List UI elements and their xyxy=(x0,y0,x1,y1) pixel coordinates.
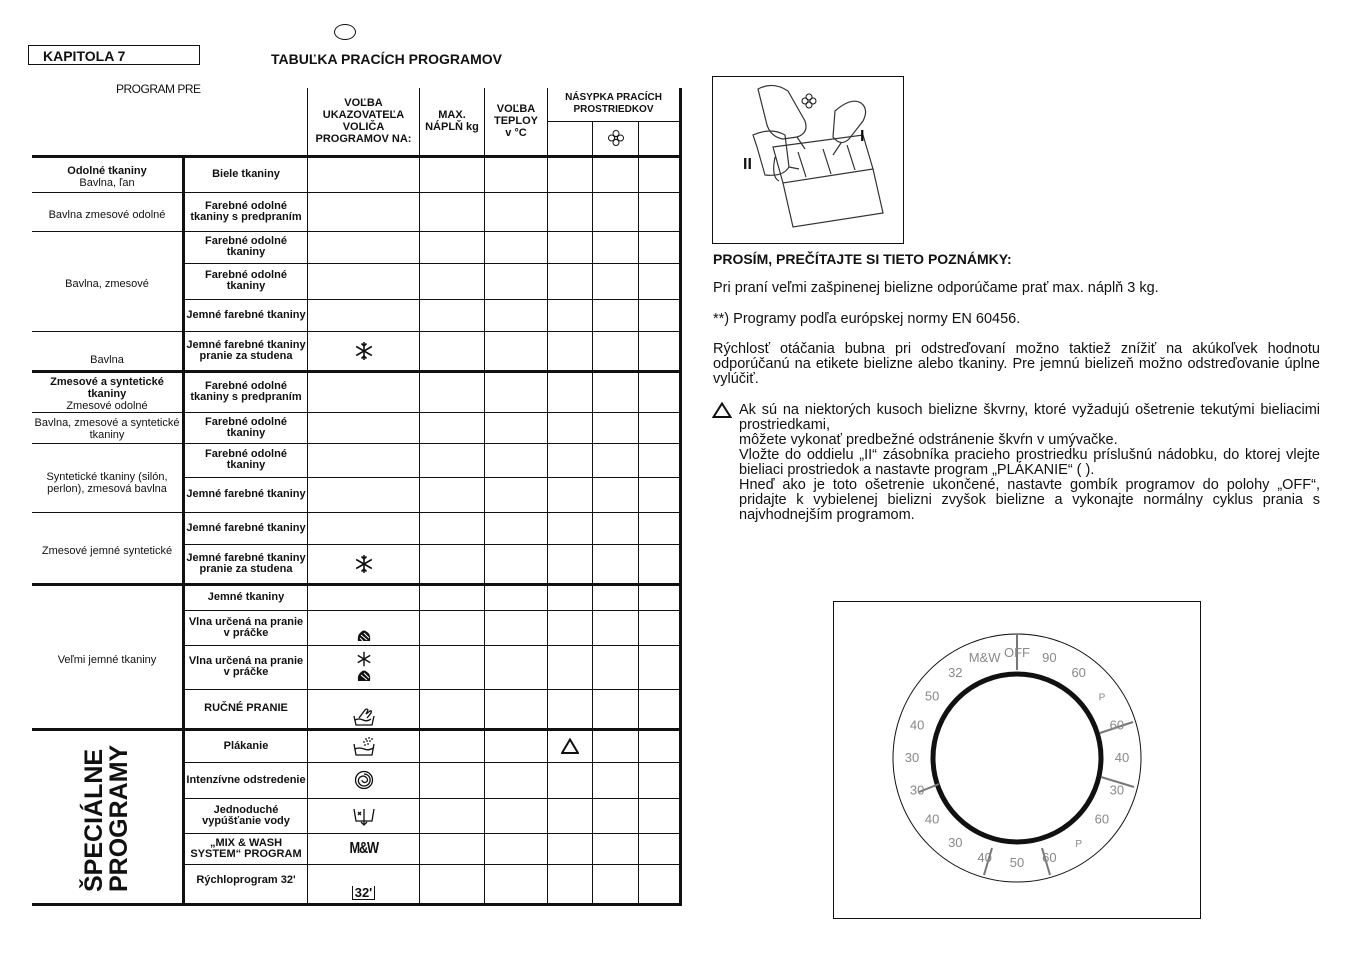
group-synthetic: Syntetické tkaniny (silón, perlon), zmesová bavlna xyxy=(32,443,184,512)
dial-label: 50 xyxy=(1009,855,1025,870)
dial-label: 60 xyxy=(1109,717,1125,733)
program-delicate-colored-3: Jemné farebné tkaniny xyxy=(184,512,308,544)
group-cotton-mixed-resistant: Bavlna zmesové odolné xyxy=(32,192,184,231)
dial-label: 60 xyxy=(1042,849,1057,865)
note-spin-speed: Rýchlosť otáčania bubna pri odstreďovaní možno taktiež znížiť na akúkoľvek hodnotu odporúčanú na etikete bielizne alebo tkaniny. Pre jemnú bielizeň možno odstreďovanie úplne vylúčiť. xyxy=(713,341,1320,387)
compartment-label-i: I xyxy=(860,128,865,145)
cold-snowflake-icon xyxy=(356,651,372,667)
dial-label: 40 xyxy=(977,849,992,865)
program-delicate-cold-2: Jemné farebné tkaniny pranie za studena xyxy=(184,544,308,584)
program-colored-resistant-3: Farebné odolné tkaniny xyxy=(184,412,308,443)
dial-label: M&W xyxy=(968,650,1001,666)
group-cotton-mixed-synthetic: Bavlna, zmesové a syntetické tkaniny xyxy=(32,412,184,443)
col-temperature-header: VOĽBA TEPLOY v °C xyxy=(493,103,538,140)
program-delicate-cold: Jemné farebné tkaniny pranie za studena xyxy=(184,331,308,371)
group-mixed-delicate-synthetic: Zmesové jemné syntetické xyxy=(32,512,184,584)
dial-label: 90 xyxy=(1042,650,1057,666)
program-delicate-fabrics: Jemné tkaniny xyxy=(184,584,308,610)
note-heavy-soil: Pri praní veľmi zašpinenej bielizne odporúčame prať max. náplň 3 kg. xyxy=(713,280,1159,296)
program-wool-cold: Vlna určená na pranie v práčke xyxy=(184,645,308,689)
program-white-fabrics: Biele tkaniny xyxy=(184,156,308,192)
group-cotton-mixed: Bavlna, zmesové xyxy=(32,231,184,331)
dispenser-col-2 xyxy=(593,121,639,156)
rinse-icon xyxy=(352,736,376,756)
group-very-delicate: Veľmi jemné tkaniny xyxy=(32,584,184,729)
program-rinse: Plákanie xyxy=(184,729,308,762)
program-quick-32: Rýchloprogram 32' xyxy=(184,864,308,904)
program-mix-wash: „MIX & WASH SYSTEM“ PROGRAM xyxy=(184,833,308,864)
program-hand-wash: RUČNÉ PRANIE xyxy=(184,689,308,729)
chapter-label: KAPITOLA 7 xyxy=(28,45,200,65)
dial-label: 60 xyxy=(1071,665,1086,681)
dial-label: 50 xyxy=(924,688,940,704)
dial-label: P xyxy=(1098,692,1106,704)
warning-triangle-icon xyxy=(561,738,579,754)
group-cotton: Bavlna xyxy=(32,331,184,371)
dial-label: 30 xyxy=(948,834,963,850)
note-european-norm: **) Programy podľa európskej normy EN 60456. xyxy=(713,311,1021,327)
program-dial-illustration xyxy=(833,601,1201,919)
program-intensive-spin: Intenzívne odstredenie xyxy=(184,762,308,798)
program-drain: Jednoduché vypúšťanie vody xyxy=(184,798,308,833)
quick-32-icon: 32' xyxy=(352,886,376,900)
group-mixed-synthetic: Zmesové a syntetické tkaniny Zmesové odolné xyxy=(32,371,184,412)
dispenser-col-3 xyxy=(639,121,681,156)
program-colored-prewash: Farebné odolné tkaniny s predpraním xyxy=(184,192,308,231)
wool-icon xyxy=(356,629,372,643)
dial-label: 30 xyxy=(909,782,925,798)
dial-label: 60 xyxy=(1094,811,1110,827)
drain-icon xyxy=(352,806,376,826)
dial-label: 32 xyxy=(948,665,963,681)
program-wool: Vlna určená na pranie v práčke xyxy=(184,610,308,645)
wool-icon xyxy=(356,669,372,683)
program-delicate-colored-2: Jemné farebné tkaniny xyxy=(184,477,308,512)
program-delicate-colored: Jemné farebné tkaniny xyxy=(184,299,308,331)
dial-label: 40 xyxy=(909,717,925,733)
dial-label: 40 xyxy=(1114,750,1130,765)
dial-label: OFF xyxy=(1004,645,1030,660)
cold-snowflake-icon xyxy=(354,341,374,361)
program-colored-prewash-2: Farebné odolné tkaniny s predpraním xyxy=(184,371,308,412)
program-colored-resistant-2: Farebné odolné tkaniny xyxy=(184,263,308,299)
col-selector-header: VOĽBA UKAZOVATEĽA VOLIČA PROGRAMOV NA: xyxy=(315,97,412,146)
group-resistant-fabrics: Odolné tkaniny Bavlna, ľan xyxy=(32,156,184,192)
table-title: TABUĽKA PRACÍCH PROGRAMOV xyxy=(271,51,502,67)
warning-triangle-icon xyxy=(712,402,732,423)
dial-label: P xyxy=(1075,838,1083,850)
program-colored-resistant: Farebné odolné tkaniny xyxy=(184,231,308,263)
spin-icon xyxy=(354,770,374,790)
col-max-load-header: MAX. NÁPLŇ kg xyxy=(425,109,479,134)
col-dispenser-header: NÁSYPKA PRACÍCH PROSTRIEDKOV xyxy=(565,92,662,116)
dial-label: 30 xyxy=(904,750,920,765)
page-marker-circle xyxy=(334,24,356,40)
program-colored-resistant-4: Farebné odolné tkaniny xyxy=(184,443,308,477)
notes-title: PROSÍM, PREČÍTAJTE SI TIETO POZNÁMKY: xyxy=(713,251,1012,267)
detergent-dispenser-illustration xyxy=(712,76,904,244)
note-bleach-treatment: Ak sú na niektorých kusoch bielizne škvrny, ktoré vyžadujú ošetrenie tekutými bieliacimi prostriedkami, môžete vykonať predbežné odstránenie škvŕn v umývačke. Vložte do oddielu „II“ zásobníka pracieho prostriedku príslušnú nádobku, do ktorej vlejte bieliaci prostriedok a nastavte program „PLÁKANIE“ ( ). Hneď ako je toto ošetrenie ukončené, nastavte gombík programov do polohy „OFF“, pridajte k vybielenej bielizni zvyšok bielizne a vykonajte normálny cyklus prania s najvhodnejším programom. xyxy=(739,402,1320,523)
hand-wash-icon xyxy=(353,706,375,726)
program-for-heading: PROGRAM PRE xyxy=(116,82,201,96)
dispenser-col-1 xyxy=(548,121,593,156)
special-programs-label: ŠPECIÁLNE PROGRAMY xyxy=(32,729,184,904)
compartment-label-ii: II xyxy=(743,156,752,173)
dial-label: 40 xyxy=(924,811,940,827)
program-table xyxy=(32,88,682,906)
mix-wash-icon: M&W xyxy=(349,839,378,857)
dial-label: 30 xyxy=(1109,782,1125,798)
softener-flower-icon xyxy=(607,129,625,147)
cold-snowflake-icon xyxy=(354,554,374,574)
